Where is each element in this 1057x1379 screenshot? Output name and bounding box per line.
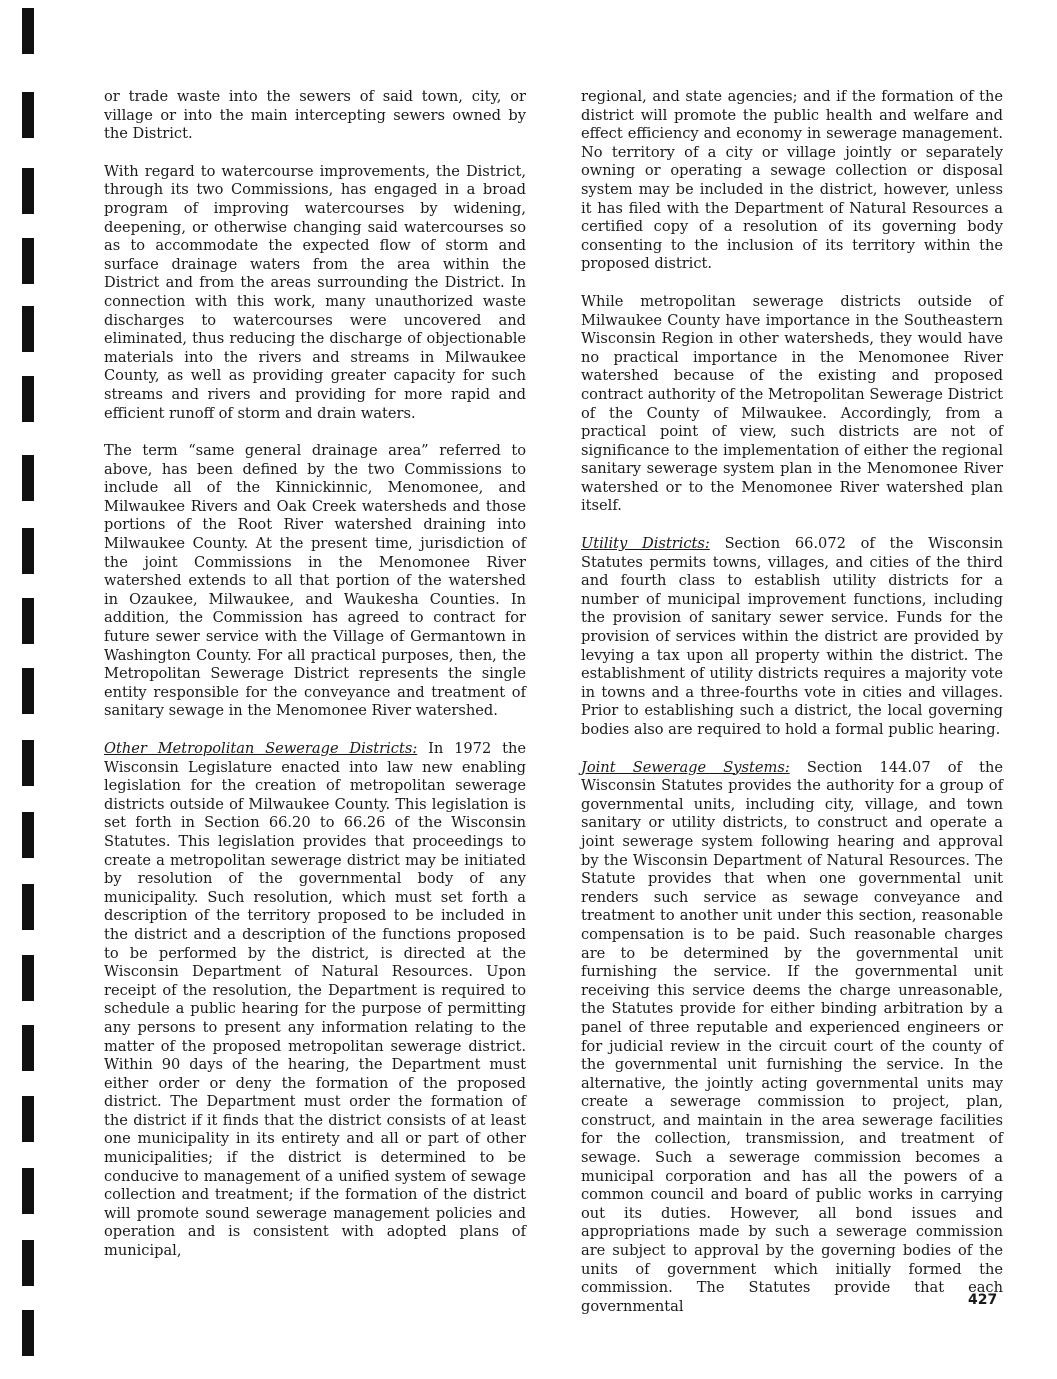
paragraph [104, 163, 526, 423]
paragraph [581, 88, 1003, 274]
paragraph-text: With regard to watercourse improvements, the District, through its two Commissions, has engaged in a broad program of improving watercourses by widening, deepening, or otherwise changing said watercourses so as to accommodate the expected flow of storm and surface drainage waters from the area within the District and from the areas surrounding the District. In connection with this work, many unauthorized waste discharges to watercourses were uncovered and eliminated, thus reducing the discharge of objectionable materials into the rivers and streams in Milwaukee County, as well as providing greater capacity for such streams and rivers and providing for more rapid and efficient runoff of storm and drain waters. [104, 162, 526, 422]
binding-mark [22, 812, 34, 858]
section-heading-utility-districts: Utility Districts: [581, 535, 710, 553]
binding-mark [22, 1168, 34, 1214]
section-heading-other-metropolitan-sewerage-districts: Other Metropolitan Sewerage Districts: [104, 740, 418, 757]
binding-mark [22, 376, 34, 422]
paragraph-text: While metropolitan sewerage districts outside of Milwaukee County have importance in the Southeastern Wisconsin Region in other watersheds, they would have no practical importance in the Menomonee River watershed because of the existing and proposed contract authority of the Metropolitan Sewerage District of the County of Milwaukee. Accordingly, from a practical point of view, such districts are not of significance to the implementation of either the regional sanitary sewerage system plan in the Menomonee River watershed or to the Menomonee River watershed plan itself. [581, 292, 1003, 515]
binding-mark [22, 8, 34, 54]
binding-mark [22, 528, 34, 574]
paragraph [581, 293, 1003, 516]
left-column [104, 88, 526, 1280]
binding-mark [22, 598, 34, 644]
binding-mark [22, 1240, 34, 1286]
paragraph-text: In 1972 the Wisconsin Legislature enacted into law new enabling legislation for the creation of metropolitan sewerage districts outside of Milwaukee County. This legislation is set forth in Section 66.20 to 66.26 of the Wisconsin Statutes. This legislation provides that proceedings to create a metropolitan sewerage district may be initiated by resolution of the governmental body of any municipality. Such resolution, which must set forth a description of the territory proposed to be included in the district and a description of the functions proposed to be performed by the district, is directed at the Wisconsin Department of Natural Resources. Upon receipt of the resolution, the Department is required to schedule a public hearing for the purpose of permitting any persons to present any information relating to the matter of the proposed metropolitan sewerage district. Within 90 days of the hearing, the Department must either order or deny the formation of the proposed district. The Department must order the formation of the district if it finds that the district consists of at least one municipality in its entirety and all or part of other municipalities; if the district is determined to be conducive to management of a unified system of sewage collection and treatment; if the formation of the district will promote sound sewerage management policies and operation and is consistent with adopted plans of municipal, [104, 740, 526, 1260]
binding-mark [22, 1310, 34, 1356]
right-column [581, 88, 1003, 1335]
binding-mark [22, 168, 34, 214]
binding-mark [22, 92, 34, 138]
binding-mark [22, 455, 34, 501]
paragraph [104, 740, 526, 1261]
page-number: 427 [968, 1292, 998, 1308]
paragraph [581, 535, 1003, 740]
binding-marks [22, 0, 36, 1379]
binding-mark [22, 955, 34, 1001]
binding-mark [22, 1096, 34, 1142]
paragraph-text: or trade waste into the sewers of said town, city, or village or into the main intercepting sewers owned by the District. [104, 88, 526, 143]
paragraph [104, 88, 526, 144]
binding-mark [22, 238, 34, 284]
paragraph-text: Section 66.072 of the Wisconsin Statutes permits towns, villages, and cities of the third and fourth class to establish utility districts for a number of municipal improvement functions, including the provision of sanitary sewer service. Funds for the provision of services within the district are provided by levying a tax upon all property within the district. The establishment of utility districts requires a majority vote in towns and a three-fourths vote in cities and villages. Prior to establishing such a district, the local governing bodies also are required to hold a formal public hearing. [581, 535, 1003, 738]
paragraph-text: regional, and state agencies; and if the formation of the district will promote the public health and welfare and effect efficiency and economy in sewerage management. No territory of a city or village jointly or separately owning or operating a sewage collection or disposal system may be included in the district, however, unless it has filed with the Department of Natural Resources a certified copy of a resolution of its governing body consenting to the inclusion of its territory within the proposed district. [581, 88, 1003, 273]
binding-mark [22, 884, 34, 930]
binding-mark [22, 668, 34, 714]
paragraph-text: Section 144.07 of the Wisconsin Statutes provides the authority for a group of governmental units, including city, village, and town sanitary or utility districts, to construct and operate a joint sewerage system following hearing and approval by the Wisconsin Department of Natural Resources. The Statute provides that when one governmental unit renders such service as sewage conveyance and treatment to another unit under this section, reasonable compensation is to be paid. Such reasonable charges are to be determined by the governmental unit furnishing the service. If the governmental unit receiving this service deems the charge unreasonable, the Statutes provide for either binding arbitration by a panel of three reputable and experienced engineers or for judicial review in the circuit court of the county of the governmental unit furnishing the service. In the alternative, the jointly acting governmental units may create a sewerage commission to project, plan, construct, and maintain in the area sewerage facilities for the collection, transmission, and treatment of sewage. Such a sewerage commission becomes a municipal corporation and has all the powers of a common council and board of public works in carrying out its duties. However, all bond issues and appropriations made by such a sewerage commission are subject to approval by the governing bodies of the units of government which initially formed the commission. The Statutes provide that each governmental [581, 758, 1003, 1315]
paragraph-text: The term “same general drainage area” referred to above, has been defined by the two Commissions to include all of the Kinnickinnic, Menomonee, and Milwaukee Rivers and Oak Creek watersheds and those portions of the Root River watershed draining into Milwaukee County. At the present time, jurisdiction of the joint Commissions in the Menomonee River watershed extends to all that portion of the watershed in Ozaukee, Milwaukee, and Waukesha Counties. In addition, the Commission has agreed to contract for future sewer service with the Village of Germantown in Washington County. For all practical purposes, then, the Metropolitan Sewerage District represents the single entity responsible for the conveyance and treatment of sanitary sewage in the Menomonee River watershed. [104, 442, 526, 720]
binding-mark [22, 740, 34, 786]
paragraph [581, 759, 1003, 1317]
section-heading-joint-sewerage-systems: Joint Sewerage Systems: [581, 758, 790, 776]
binding-mark [22, 1025, 34, 1071]
paragraph [104, 442, 526, 721]
binding-mark [22, 306, 34, 352]
